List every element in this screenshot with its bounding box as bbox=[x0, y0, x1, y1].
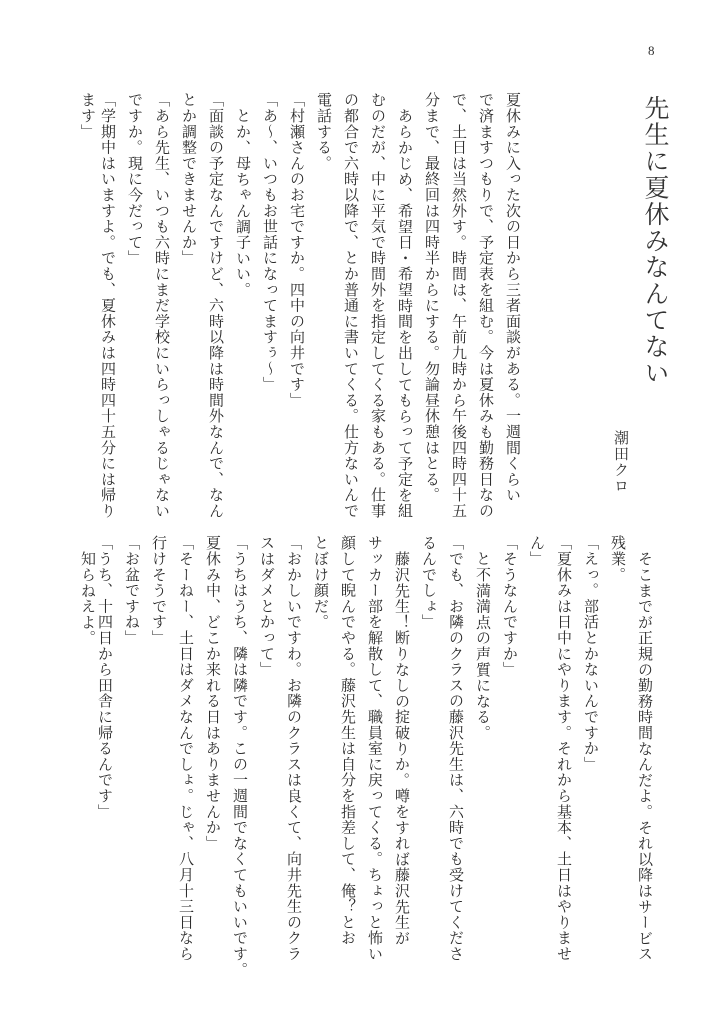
story-title: 先生に夏休みなんてない bbox=[641, 95, 670, 387]
text-column: とか、母ちゃん調子いい。 bbox=[234, 108, 252, 298]
text-column: そこまでが正規の勤務時間なんだよ。それ以降はサービス bbox=[636, 551, 654, 962]
text-column: ん」 bbox=[528, 535, 546, 567]
text-column: の都合で六時以降で、とか普通に書いてくる。仕方ないんで bbox=[342, 92, 360, 519]
text-column: 夏休みに入った次の日から三者面談がある。一週間くらい bbox=[504, 92, 522, 503]
text-column: 「あら先生、いつも六時にまだ学校にいらっしゃるじゃない bbox=[153, 92, 171, 519]
text-column: 「面談の予定なんですけど、六時以降は時間外なんで、なん bbox=[207, 92, 225, 519]
text-column: とか調整できませんか」 bbox=[180, 92, 198, 266]
text-column: 残業。 bbox=[609, 535, 627, 583]
text-column: 電話する。 bbox=[315, 92, 333, 171]
text-column: スはダメとかって」 bbox=[258, 535, 276, 678]
text-column: 「お盆ですね」 bbox=[123, 535, 141, 646]
text-column: ですか。現に今だって」 bbox=[126, 92, 144, 266]
text-column: 「夏休みは日中にやります。それから基本、土日はやりませ bbox=[555, 535, 573, 962]
text-column: 「学期中はいますよ。でも、夏休みは四時四十五分には帰り bbox=[99, 92, 117, 519]
text-column: あらかじめ、希望日・希望時間を出してもらって予定を組 bbox=[396, 108, 414, 519]
text-column: と不満満点の声質になる。 bbox=[474, 551, 492, 741]
text-column: で、土日は当然外す。時間は、午前九時から午後四時四十五 bbox=[450, 92, 468, 519]
text-column: 夏休み中、どこか来れる日はありませんか」 bbox=[204, 535, 222, 851]
text-column: 「うちはうち、隣は隣です。この一週間でなくてもいいです。 bbox=[231, 535, 249, 978]
text-column: 「でも、お隣のクラスの藤沢先生は、六時でも受けてくださ bbox=[447, 535, 465, 962]
text-column: 「あ〜、いつもお世話になってますぅ〜」 bbox=[261, 92, 279, 393]
text-column: 知らねえよ。 bbox=[79, 551, 97, 646]
page-number: 8 bbox=[648, 43, 655, 58]
text-column: 「えっ。部活とかないんですか」 bbox=[582, 535, 600, 772]
text-column: るんでしょ」 bbox=[420, 535, 438, 630]
text-column: とぼけ顔だ。 bbox=[312, 535, 330, 630]
text-column: 「おかしいですわ。お隣のクラスは良くて、向井先生のクラ bbox=[285, 535, 303, 962]
text-column: 「そうなんですか」 bbox=[501, 535, 519, 678]
text-column: 「そーねー、土日はダメなんでしょ。じゃ、八月十三日なら bbox=[177, 535, 195, 962]
text-column: むのだが、中に平気で時間外を指定してくる家もある。仕事 bbox=[369, 92, 387, 519]
text-column: サッカー部を解散して、職員室に戻ってくる。ちょっと怖い bbox=[366, 535, 384, 962]
text-column: で済ますつもりで、予定表を組む。今は夏休みも勤務日なの bbox=[477, 92, 495, 519]
text-column: 藤沢先生！断りなしの掟破りか。噂をすれば藤沢先生が bbox=[393, 551, 411, 946]
text-column: 分まで、最終回は四時半からにする。勿論昼休憩はとる。 bbox=[423, 92, 441, 503]
author-name: 潮田クロ bbox=[612, 430, 630, 494]
text-column: ます」 bbox=[79, 92, 97, 140]
text-column: 「うち、十四日から田舎に帰るんです」 bbox=[96, 535, 114, 820]
text-column: 顔して睨んでやる。藤沢先生は自分を指差して、俺？とお bbox=[339, 535, 357, 946]
text-column: 行けそうです」 bbox=[150, 535, 168, 646]
text-column: 「村瀬さんのお宅ですか。四中の向井です」 bbox=[288, 92, 306, 408]
